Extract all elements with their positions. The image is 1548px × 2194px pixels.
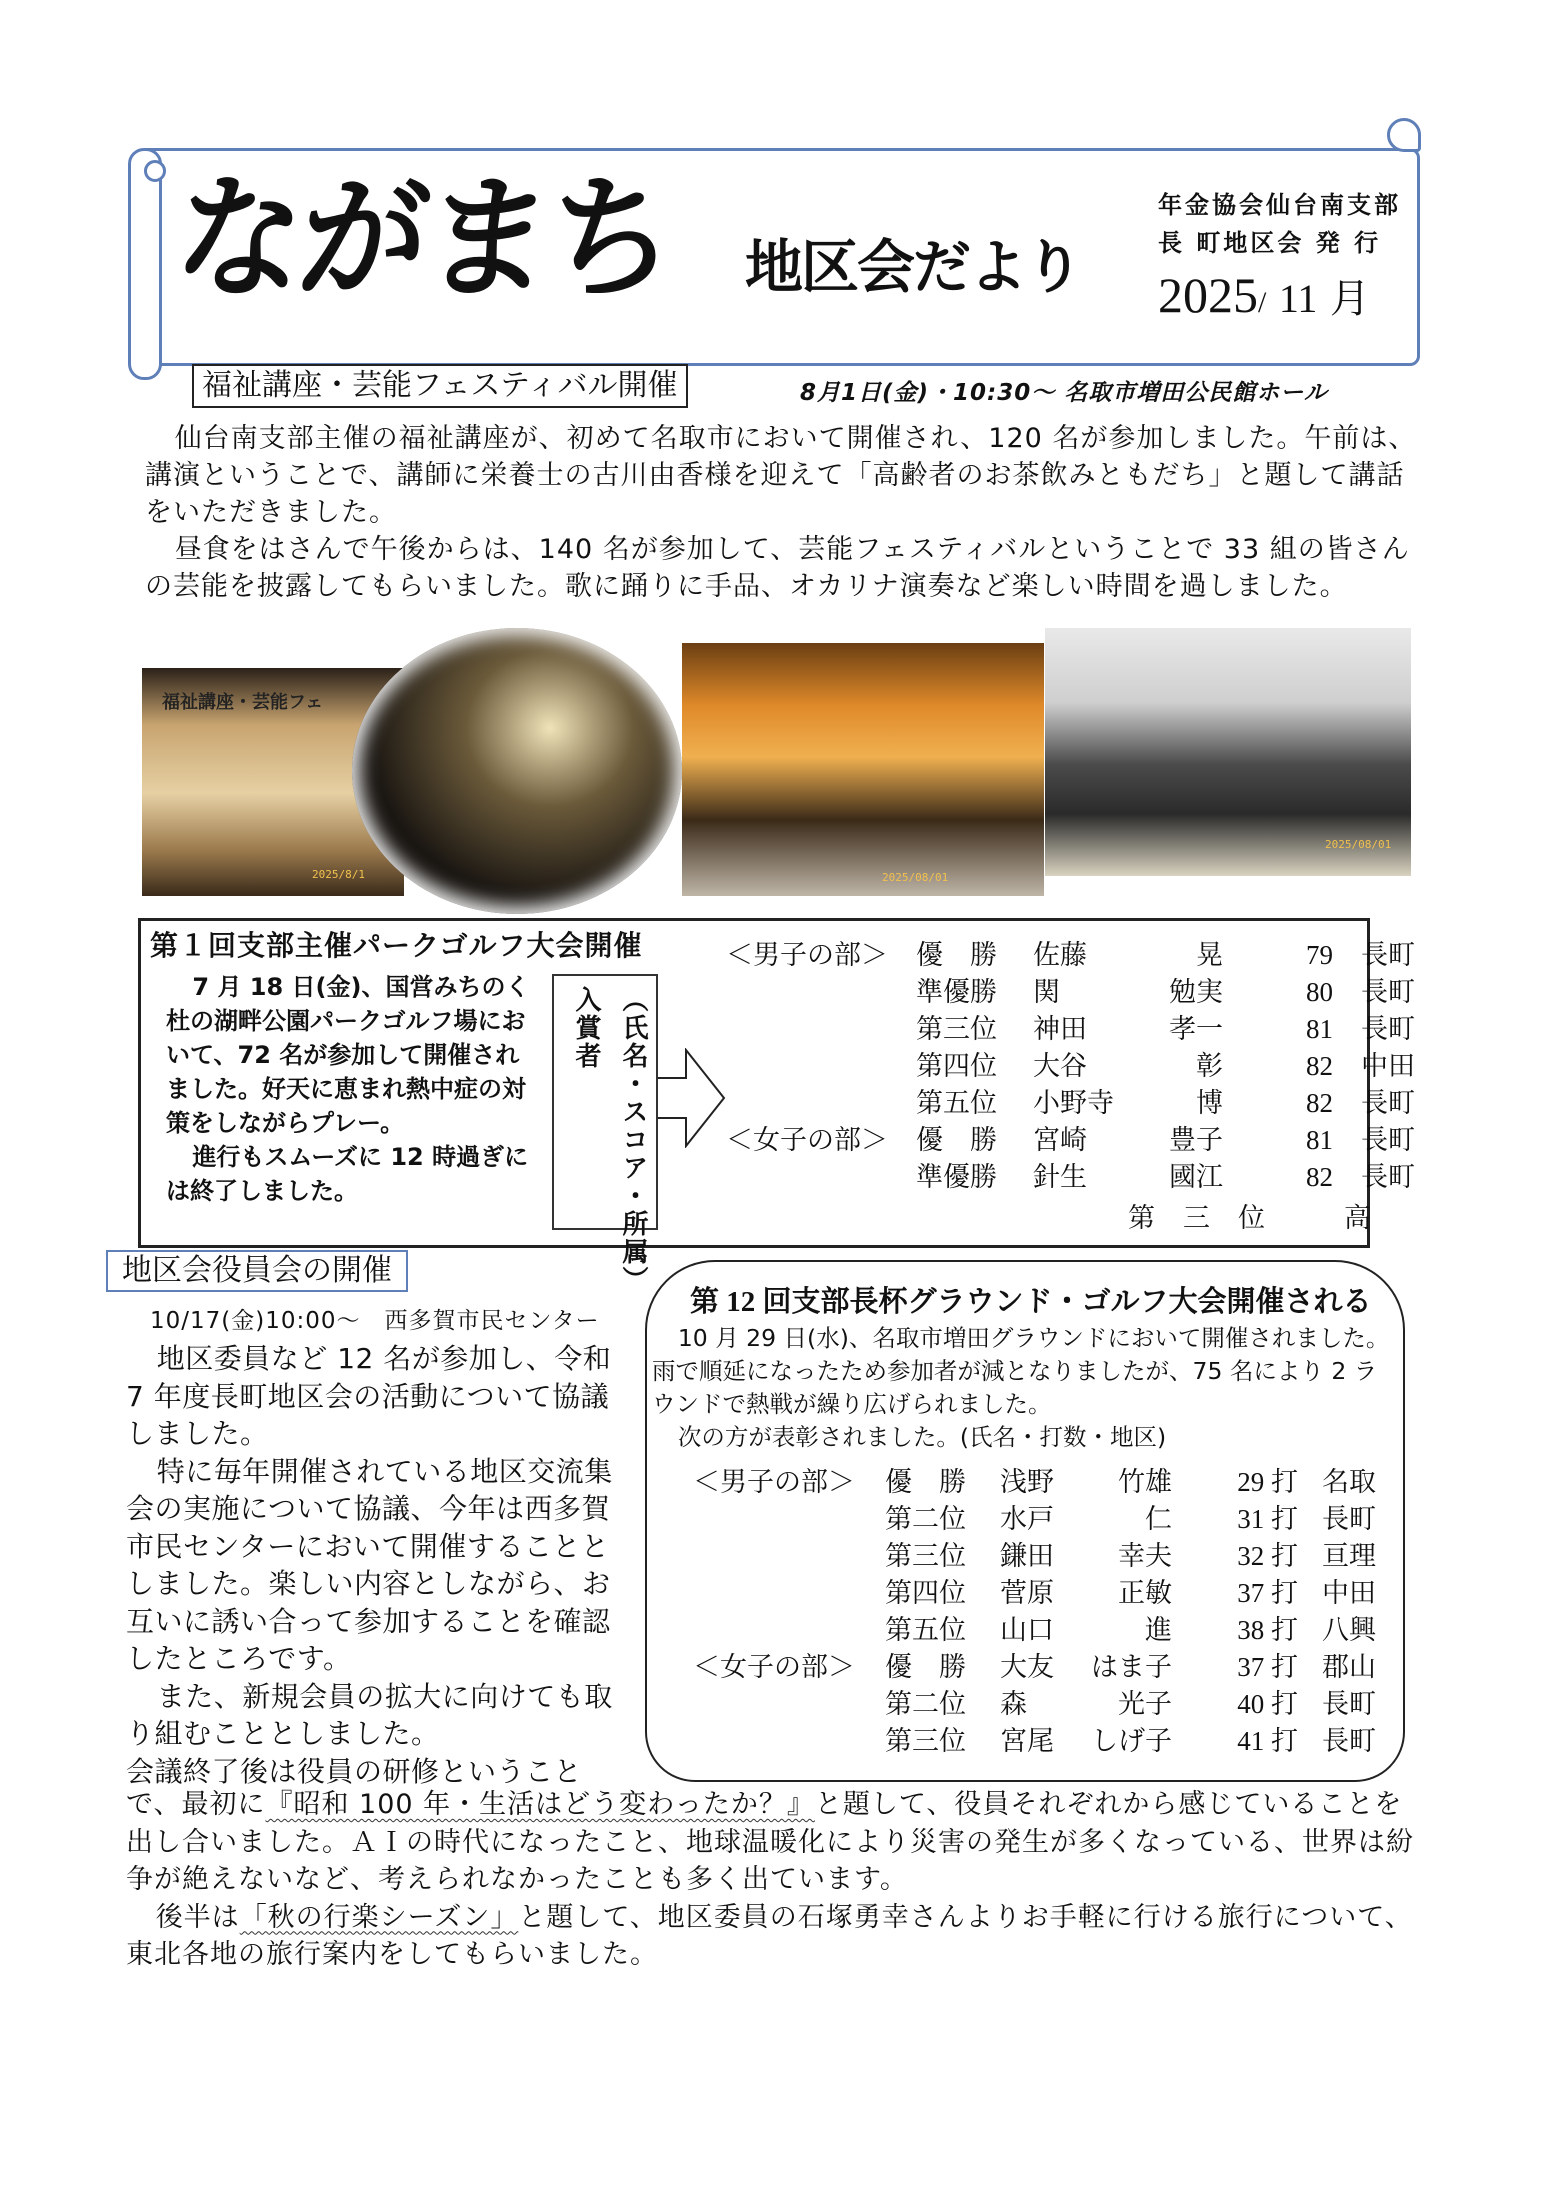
welfare-paragraph-1: 仙台南支部主催の福祉講座が、初めて名取市において開催され、120 名が参加しました。午前は、講演ということで、講師に栄養士の古川由香様を迎えて「高齢者のお茶飲みともだち」と題して講話をいただきました。	[145, 423, 1417, 528]
publisher-line-1: 年金協会仙台南支部	[1158, 191, 1401, 219]
committee-section-heading: 地区会役員会の開催	[106, 1250, 408, 1292]
rank: 第四位	[885, 1578, 966, 1608]
division	[693, 1723, 885, 1760]
training-paragraph-1	[126, 1786, 1426, 1899]
surname: 森	[1000, 1689, 1027, 1719]
photo-audience	[1045, 628, 1411, 876]
photo-stage-performance	[682, 643, 1044, 896]
ground-golf-paragraph-1: 10 月 29 日(水)、名取市増田グラウンドにおいて開催されました。雨で順延になったため参加者が減となりましたが、75 名により 2 ラウンドで熱戦が繰り広げられました。	[652, 1324, 1390, 1418]
training-topic-1: 『昭和 100 年・生活はどう変わったか？』	[265, 1789, 815, 1820]
division	[693, 1612, 885, 1649]
area: 長町	[1361, 1162, 1415, 1192]
publisher	[1158, 186, 1401, 262]
area: 長町	[1322, 1504, 1376, 1534]
area: 長町	[1361, 1014, 1415, 1044]
rank: 第五位	[916, 1088, 997, 1118]
given-name: 豊子	[1169, 1125, 1223, 1155]
ground-golf-body	[652, 1322, 1397, 1454]
surname: 水戸	[1000, 1504, 1054, 1534]
strokes: 41 打	[1237, 1726, 1298, 1756]
issue-separator: /	[1258, 286, 1267, 319]
newsletter-title: ながまち	[167, 161, 681, 318]
committee-meta: 10/17(金)10:00～ 西多賀市民センター	[150, 1308, 600, 1334]
area: 長町	[1361, 1088, 1415, 1118]
welfare-section-heading: 福祉講座・芸能フェスティバル開催	[192, 364, 688, 408]
table-row	[693, 1686, 1392, 1723]
rank: 優 勝	[916, 1125, 997, 1155]
committee-body	[126, 1340, 636, 1790]
strokes: 38 打	[1237, 1615, 1298, 1645]
training-lead: で、最初に	[126, 1789, 266, 1820]
welfare-body	[145, 420, 1420, 605]
issue-year: 2025	[1158, 267, 1258, 323]
issue-month: 11	[1278, 276, 1318, 321]
table-row	[693, 1501, 1392, 1538]
given-name: 仁	[1145, 1504, 1172, 1534]
table-row	[693, 1723, 1392, 1760]
rank: 優 勝	[885, 1467, 966, 1497]
committee-paragraph-1: 地区委員など 12 名が参加し、令和 7 年度長町地区会の活動について協議しました。	[126, 1342, 612, 1450]
division: ＜男子の部＞	[693, 1467, 855, 1497]
training-body	[126, 1786, 1426, 1974]
score: 82	[1306, 1162, 1333, 1192]
surname: 神田	[1033, 1014, 1087, 1044]
rank: 第三位	[885, 1726, 966, 1756]
rank: 第五位	[885, 1615, 966, 1645]
division: ＜女子の部＞	[693, 1652, 855, 1682]
surname: 関	[1033, 977, 1060, 1007]
division	[726, 1011, 916, 1048]
ground-golf-results-table	[693, 1464, 1392, 1760]
committee-paragraph-2: 特に毎年開催されている地区交流集会の実施について協議、今年は西多賀市民センターにおいて開催することとしました。楽しい内容としながら、お互いに誘い合って参加することを確認したところです。	[126, 1454, 613, 1675]
division: ＜男子の部＞	[726, 940, 888, 970]
given-name: 竹雄	[1118, 1467, 1172, 1497]
given-name: 光子	[1118, 1689, 1172, 1719]
training-text-1: と題して、役員それぞれから感じていることを出し合いました。ＡＩの時代になったこと、地球温暖化により災害の発生が多くなっている、世界は紛争が絶えないなど、考えられなかったことも多く出ています。	[126, 1789, 1414, 1895]
table-row	[693, 1575, 1392, 1612]
training-text-2: と題して、地区委員の石塚勇幸さんよりお手軽に行ける旅行について、東北各地の旅行案内をしてもらいました。	[126, 1901, 1413, 1970]
table-row	[693, 1538, 1392, 1575]
table-row	[726, 1122, 1431, 1159]
arrow-right-icon	[652, 1048, 732, 1148]
issue-date	[1158, 267, 1370, 323]
newsletter-subtitle: 地区会だより	[745, 233, 1082, 301]
score: 79	[1306, 940, 1333, 970]
given-name: 彰	[1196, 1051, 1223, 1081]
surname: 鎌田	[1000, 1541, 1054, 1571]
area: 長町	[1361, 940, 1415, 970]
area: 長町	[1322, 1726, 1376, 1756]
strokes: 31 打	[1237, 1504, 1298, 1534]
photo-date-stamp: 2025/08/01	[882, 871, 949, 884]
park-golf-body	[166, 970, 536, 1208]
score: 81	[1306, 1014, 1333, 1044]
given-name: 孝一	[1169, 1014, 1223, 1044]
given-name: 國江	[1169, 1162, 1223, 1192]
area: 亘理	[1322, 1541, 1376, 1571]
strokes: 37 打	[1237, 1578, 1298, 1608]
training-topic-2: 「秋の行楽シーズン」	[239, 1901, 519, 1933]
given-name: はま子	[1091, 1652, 1172, 1682]
photo-date-stamp: 2025/08/01	[1325, 838, 1392, 851]
surname: 山口	[1000, 1615, 1054, 1645]
strokes: 32 打	[1237, 1541, 1298, 1571]
score: 80	[1306, 977, 1333, 1007]
publisher-line-2: 長 町地区会 発 行	[1158, 229, 1382, 257]
table-row	[693, 1649, 1392, 1686]
surname: 佐藤	[1033, 940, 1087, 970]
park-golf-paragraph-1: 7 月 18 日(金)、国営みちのく杜の湖畔公園パークゴルフ場において、72 名が参加して開催されました。好天に恵まれ熱中症の対策をしながらプレー。	[166, 973, 530, 1137]
table-row	[726, 1085, 1431, 1122]
table-row	[693, 1464, 1392, 1501]
training-lead-2: 後半は	[155, 1901, 240, 1933]
scroll-roll-left-icon	[128, 148, 162, 380]
rank: 準優勝	[916, 977, 997, 1007]
strokes: 40 打	[1237, 1689, 1298, 1719]
given-name: 博	[1196, 1088, 1223, 1118]
park-golf-heading: 第１回支部主催パークゴルフ大会開催	[150, 929, 643, 962]
welfare-event-meta: 8月1日(金)・10:30～ 名取市増田公民館ホール	[800, 380, 1328, 406]
rank: 優 勝	[885, 1652, 966, 1682]
division	[693, 1501, 885, 1538]
rank: 第四位	[916, 1051, 997, 1081]
strokes: 29 打	[1237, 1467, 1298, 1497]
area: 八興	[1322, 1615, 1376, 1645]
score: 82	[1306, 1088, 1333, 1118]
table-row	[726, 937, 1431, 974]
table-row	[726, 1048, 1431, 1085]
winners-label: 入賞者	[571, 986, 601, 1070]
photo-date-stamp: 2025/8/1	[312, 868, 365, 881]
surname: 針生	[1033, 1162, 1087, 1192]
welfare-paragraph-2: 昼食をはさんで午後からは、140 名が参加して、芸能フェスティバルということで 33 組の皆さんの芸能を披露してもらいました。歌に踊りに手品、オカリナ演奏など楽しい時間を過しました。	[145, 534, 1410, 602]
given-name: 正敏	[1118, 1578, 1172, 1608]
surname: 大友	[1000, 1652, 1054, 1682]
division	[726, 1159, 916, 1196]
park-golf-extra-rank: 第三位	[1128, 1203, 1293, 1233]
given-name: 進	[1145, 1615, 1172, 1645]
surname: 宮崎	[1033, 1125, 1087, 1155]
given-name: 勉実	[1169, 977, 1223, 1007]
given-name: 幸夫	[1118, 1541, 1172, 1571]
table-row	[726, 974, 1431, 1011]
table-row	[693, 1612, 1392, 1649]
scroll-curl-left-icon	[144, 160, 166, 182]
committee-followup-lead: 会議終了後は役員の研修ということ	[126, 1754, 583, 1788]
park-golf-results-table	[726, 937, 1431, 1196]
surname: 浅野	[1000, 1467, 1054, 1497]
division	[693, 1538, 885, 1575]
division: ＜女子の部＞	[726, 1125, 888, 1155]
division	[726, 974, 916, 1011]
area: 中田	[1322, 1578, 1376, 1608]
score: 81	[1306, 1125, 1333, 1155]
division	[693, 1575, 885, 1612]
ground-golf-paragraph-2: 次の方が表彰されました。(氏名・打数・地区)	[677, 1423, 1167, 1451]
rank: 第三位	[916, 1014, 997, 1044]
division	[726, 1085, 916, 1122]
rank: 第三位	[885, 1541, 966, 1571]
training-paragraph-2	[126, 1899, 1426, 1974]
surname: 菅原	[1000, 1578, 1054, 1608]
division	[726, 1048, 916, 1085]
area: 長町	[1322, 1689, 1376, 1719]
area: 長町	[1361, 977, 1415, 1007]
photo-venue-circle	[352, 628, 682, 914]
area: 長町	[1361, 1125, 1415, 1155]
area: 郡山	[1322, 1652, 1376, 1682]
surname: 小野寺	[1033, 1088, 1114, 1118]
ground-golf-heading: 第 12 回支部長杯グラウンド・ゴルフ大会開催される	[690, 1286, 1372, 1318]
photo-banner-text: 福祉講座・芸能フェ	[162, 692, 324, 713]
rank: 第二位	[885, 1689, 966, 1719]
surname: 宮尾	[1000, 1726, 1054, 1756]
park-golf-extra-area: 高	[1344, 1203, 1371, 1233]
park-golf-paragraph-2: 進行もスムーズに 12 時過ぎには終了しました。	[166, 1143, 529, 1205]
score: 82	[1306, 1051, 1333, 1081]
table-row	[726, 1011, 1431, 1048]
scroll-curl-right-icon	[1387, 118, 1421, 152]
rank: 優 勝	[916, 940, 997, 970]
area: 中田	[1361, 1051, 1415, 1081]
rank: 準優勝	[916, 1162, 997, 1192]
division	[693, 1686, 885, 1723]
strokes: 37 打	[1237, 1652, 1298, 1682]
surname: 大谷	[1033, 1051, 1087, 1081]
issue-month-label: 月	[1329, 276, 1370, 321]
area: 名取	[1322, 1467, 1376, 1497]
rank: 第二位	[885, 1504, 966, 1534]
fields-label: （氏名・スコア・所属）	[618, 986, 648, 1294]
given-name: 晃	[1196, 940, 1223, 970]
table-row	[726, 1159, 1431, 1196]
given-name: しげ子	[1091, 1726, 1172, 1756]
committee-paragraph-3: また、新規会員の拡大に向けても取り組むこととしました。	[126, 1679, 613, 1750]
